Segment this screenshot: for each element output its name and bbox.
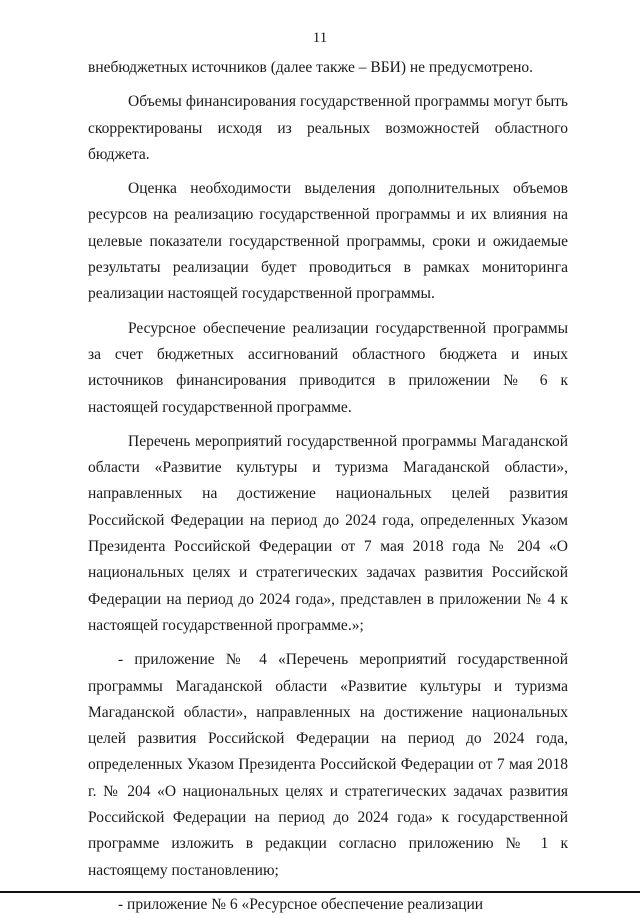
paragraph-resource-provision: Ресурсное обеспечение реализации государственной программы за счет бюджетных ассигнований областного бюджета и иных источников финансирования приводится в приложении № 6 к настоящей государственной программе.: [88, 319, 568, 416]
paragraph-assessment: Оценка необходимости выделения дополнительных объемов ресурсов на реализацию государственной программы и их влияния на целевые показатели государственной программы, сроки и ожидаемые результаты реализации будет проводиться в рамках мониторинга реализации настоящей государственной программы.: [88, 180, 568, 303]
page-number: 11: [312, 30, 328, 46]
paragraph-appendix-6: - приложение № 6 «Ресурсное обеспечение реализации: [118, 895, 484, 913]
paragraph-funding-volumes: Объемы финансирования государственной программы могут быть скорректированы исходя из реальных возможностей областного бюджета.: [88, 93, 568, 163]
paragraph-vbi: внебюджетных источников (далее также – ВБИ) не предусмотрено.: [88, 59, 534, 76]
paragraph-activities-list: Перечень мероприятий государственной программы Магаданской области «Развитие культуры и туризма Магаданской области», направленных на достижение национальных целей развития Российской Федерации на период до 2024 года, определенных Указом Президента Российской Федерации от 7 мая 2018 года № 204 «О национальных целях и стратегических задачах развития Российской Федерации на период до 2024 года», представлен в приложении № 4 к настоящей государственной программе.»;: [88, 432, 568, 634]
paragraph-appendix-4: - приложение № 4 «Перечень мероприятий государственной программы Магаданской области «Развитие культуры и туризма Магаданской области», направленных на достижение национальных целей развития Российской Федерации на период до 2024 года, определенных Указом Президента Российской Федерации от 7 мая 2018 г. № 204 «О национальных целях и стратегических задачах развития Российской Федерации на период до 2024 года» к государственной программе изложить в редакции согласно приложению № 1 к настоящему постановлению;: [88, 651, 568, 879]
document-body: [88, 55, 568, 918]
bottom-border-line: [0, 891, 640, 893]
